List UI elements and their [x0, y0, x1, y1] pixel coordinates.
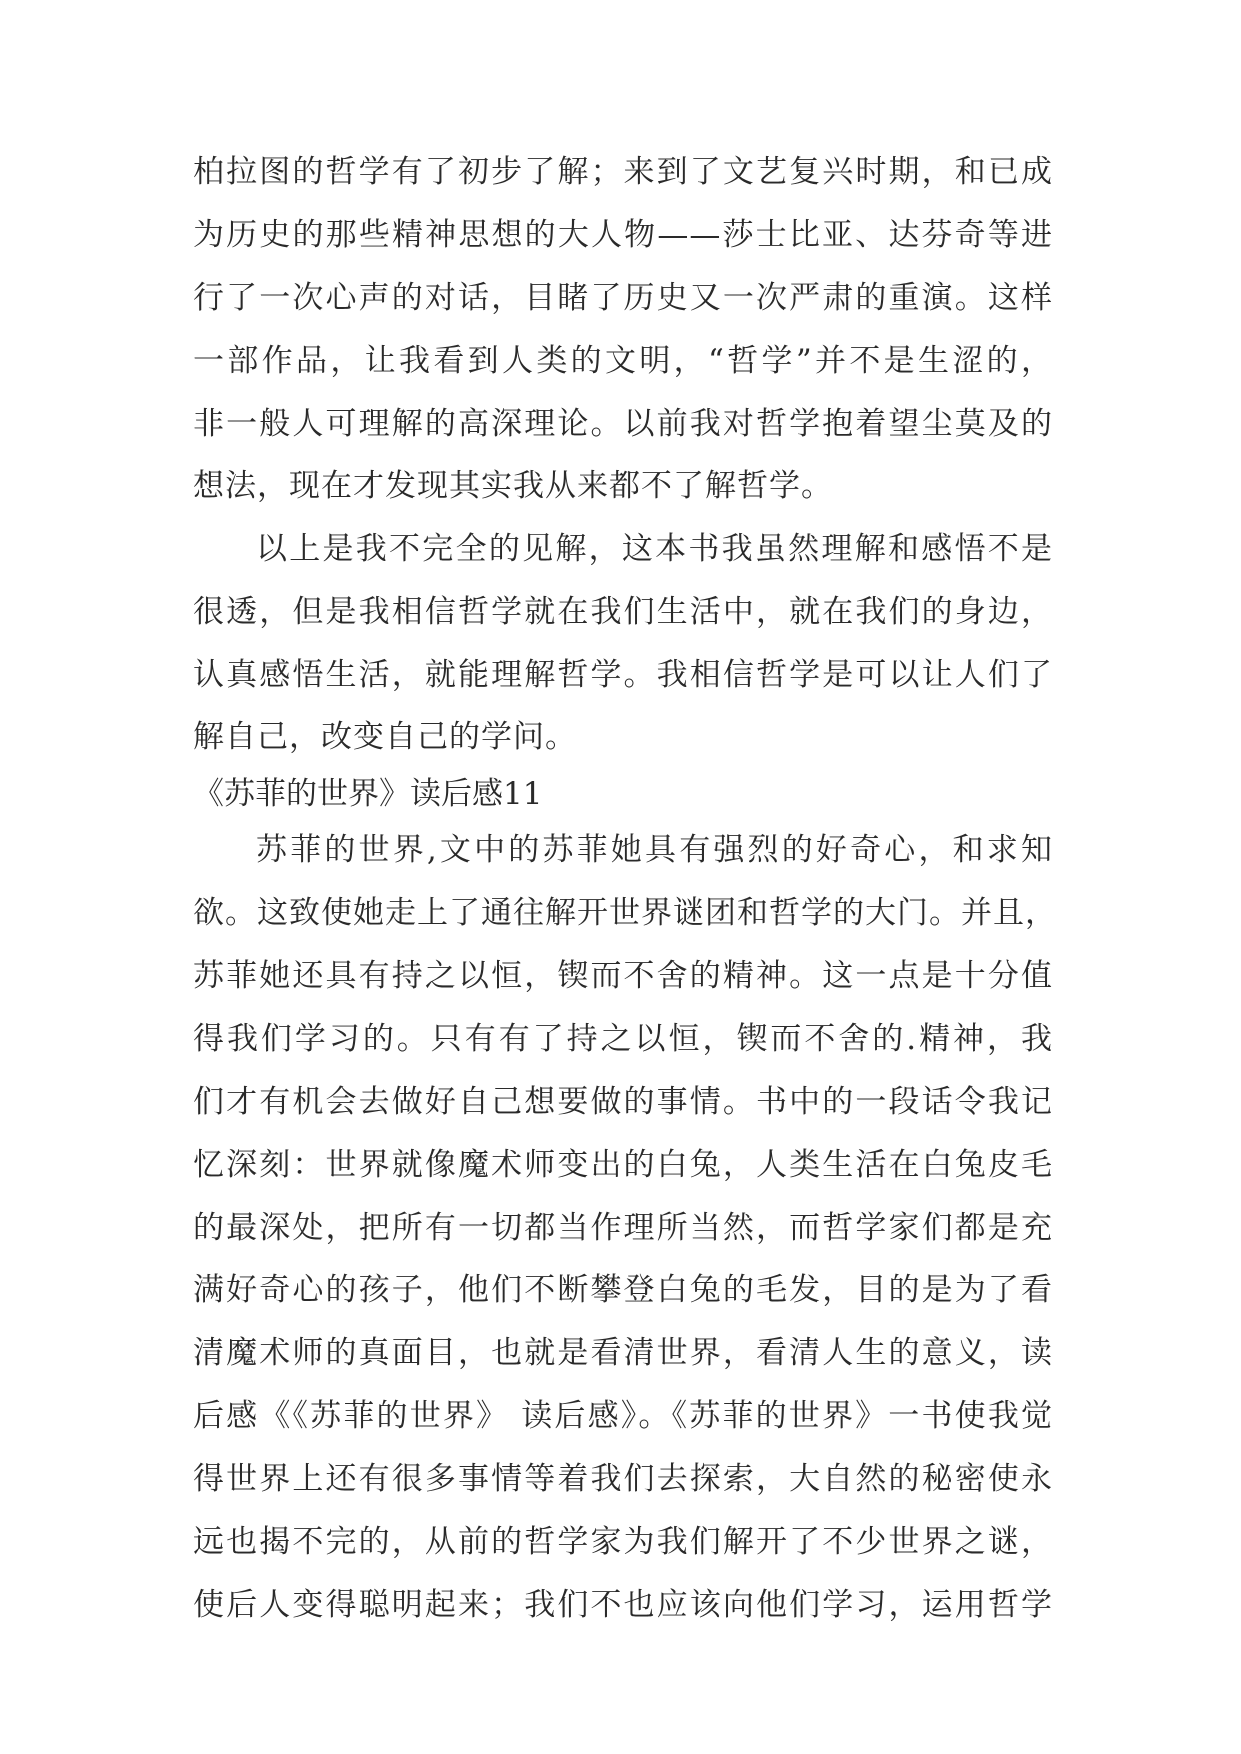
paragraph-line: 远也揭不完的，从前的哲学家为我们解开了不少世界之谜， [193, 1524, 1053, 1560]
paragraph-line: 行了一次心声的对话，目睹了历史又一次严肃的重演。这样 [193, 280, 1053, 316]
paragraph-line: 们才有机会去做好自己想要做的事情。书中的一段话令我记 [193, 1084, 1053, 1120]
paragraph-line: 清魔术师的真面目，也就是看清世界，看清人生的意义，读 [193, 1335, 1053, 1371]
paragraph-line: 后感《《苏菲的世界》 读后感》。《苏菲的世界》一书使我觉 [193, 1398, 1053, 1434]
paragraph-line: 得世界上还有很多事情等着我们去探索，大自然的秘密使永 [193, 1461, 1053, 1497]
paragraph-line: 为历史的那些精神思想的大人物——莎士比亚、达芬奇等进 [193, 217, 1053, 253]
section-heading: 《苏菲的世界》读后感11 [193, 776, 543, 812]
paragraph-line: 满好奇心的孩子，他们不断攀登白兔的毛发，目的是为了看 [193, 1272, 1053, 1308]
paragraph-line: 解自己，改变自己的学问。 [193, 719, 577, 755]
paragraph-line: 一部作品，让我看到人类的文明，“哲学”并不是生涩的， [193, 343, 1053, 379]
paragraph-line: 以上是我不完全的见解，这本书我虽然理解和感悟不是 [256, 531, 1053, 567]
paragraph-line: 苏菲的世界,文中的苏菲她具有强烈的好奇心，和求知 [256, 832, 1053, 868]
paragraph-line: 欲。这致使她走上了通往解开世界谜团和哲学的大门。并且， [193, 895, 1057, 931]
paragraph-line: 使后人变得聪明起来；我们不也应该向他们学习，运用哲学 [193, 1587, 1053, 1623]
paragraph-line: 柏拉图的哲学有了初步了解；来到了文艺复兴时期，和已成 [193, 154, 1053, 190]
paragraph-line: 得我们学习的。只有有了持之以恒，锲而不舍的.精神，我 [193, 1021, 1053, 1057]
paragraph-line: 的最深处，把所有一切都当作理所当然，而哲学家们都是充 [193, 1210, 1053, 1246]
paragraph-line: 忆深刻：世界就像魔术师变出的白兔，人类生活在白兔皮毛 [193, 1147, 1053, 1183]
paragraph-line: 苏菲她还具有持之以恒，锲而不舍的精神。这一点是十分值 [193, 958, 1053, 994]
paragraph-line: 认真感悟生活，就能理解哲学。我相信哲学是可以让人们了 [193, 657, 1053, 693]
paragraph-line: 想法，现在才发现其实我从来都不了解哲学。 [193, 468, 833, 504]
paragraph-line: 很透，但是我相信哲学就在我们生活中，就在我们的身边， [193, 594, 1053, 630]
paragraph-line: 非一般人可理解的高深理论。以前我对哲学抱着望尘莫及的 [193, 406, 1053, 442]
